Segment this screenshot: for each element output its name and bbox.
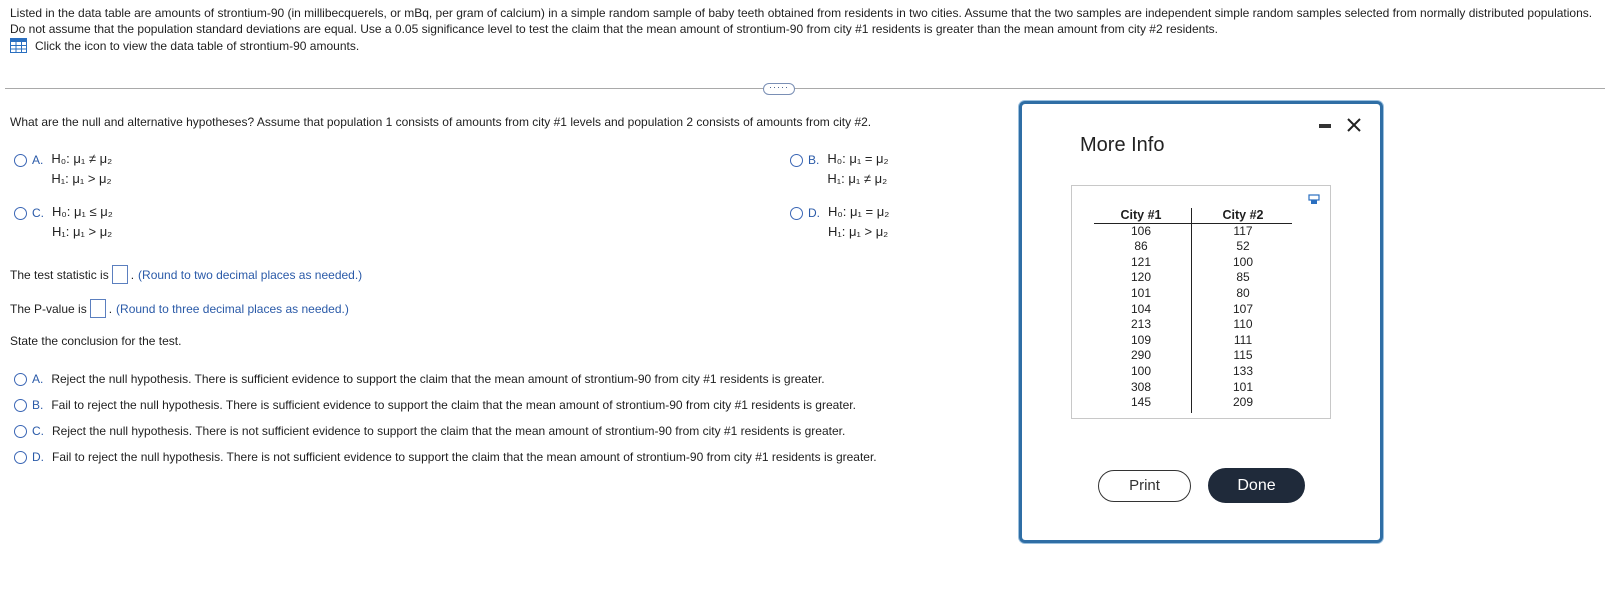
option-letter: A. [32,153,44,167]
test-statistic-row [10,265,362,284]
table-cell: 308 [1130,379,1152,394]
p-value-suffix: . [108,301,113,316]
test-statistic-suffix: . [130,267,135,282]
table-cell: 80 [1236,285,1250,300]
conclusion-option-c[interactable] [14,424,845,438]
p-value-hint: (Round to three decimal places as needed.) [116,301,349,316]
table-cell: 117 [1233,223,1253,238]
alt-hypothesis: H₁: μ₁ > μ₂ [51,171,112,186]
table-cell: 101 [1130,285,1152,300]
done-button[interactable]: Done [1208,468,1305,503]
option-text: Fail to reject the null hypothesis. There is not sufficient evidence to support the claim that the mean amount of strontium-90 from city #1 residents is greater. [52,450,877,464]
strontium-data-table [1071,185,1331,419]
table-cell: 145 [1130,395,1152,410]
radio-button[interactable] [14,373,27,386]
option-letter: B. [32,398,44,412]
hypothesis-pair [52,202,113,242]
data-table-link-label[interactable]: Click the icon to view the data table of strontium-90 amounts. [35,38,360,53]
radio-button[interactable] [14,425,27,438]
test-statistic-prefix: The test statistic is [10,267,109,282]
table-cell: 104 [1130,301,1152,316]
table-cell: 213 [1130,317,1152,332]
null-hypothesis: H₀: μ₁ ≠ μ₂ [51,151,113,166]
table-cell: 86 [1134,239,1148,254]
table-cell: 106 [1130,223,1152,238]
hypothesis-option-a[interactable] [14,153,112,189]
table-cell: 109 [1130,332,1152,347]
hypothesis-option-d[interactable] [790,206,889,242]
option-letter: C. [32,424,44,438]
table-cell: 121 [1130,254,1152,269]
table-cell: 115 [1233,348,1253,363]
p-value-input[interactable] [90,299,106,318]
conclusion-option-b[interactable] [14,398,856,412]
dialog-title: More Info [1080,134,1165,156]
hypothesis-option-b[interactable] [790,153,889,189]
option-text: Reject the null hypothesis. There is not sufficient evidence to support the claim that the mean amount of strontium-90 from city #1 residents is greater. [52,424,846,438]
table-cell: 209 [1232,395,1254,410]
table-cell: 100 [1130,363,1152,378]
city1-column [1096,208,1186,411]
radio-button[interactable] [14,154,27,167]
null-hypothesis: H₀: μ₁ = μ₂ [827,151,889,166]
copy-icon[interactable] [1308,194,1320,205]
null-hypothesis: H₀: μ₁ ≤ μ₂ [52,204,113,219]
table-cell: 100 [1232,254,1254,269]
hypothesis-pair [828,202,889,242]
city1-header: City #1 [1120,208,1162,222]
data-table-link[interactable] [10,38,359,53]
problem-statement [10,5,1600,37]
table-cell: 111 [1233,332,1253,347]
hypothesis-pair [51,149,112,189]
table-cell: 52 [1236,239,1250,254]
conclusion-prompt: State the conclusion for the test. [10,334,182,348]
alt-hypothesis: H₁: μ₁ > μ₂ [52,224,113,239]
option-letter: A. [32,372,44,386]
problem-text: Listed in the data table are amounts of strontium-90 (in millibecquerels, or mBq, per gram of calcium) in a simple random sample of baby teeth obtained from residents in two cities. Assume that the two samples are independent simple random samples selected from normally distributed populations. Do not assume that the population standard deviations are equal. Use a 0.05 significance level to test the claim that the mean amount of strontium-90 from city #1 residents is greater than the mean amount from city #2 residents. [10,6,1593,36]
alt-hypothesis: H₁: μ₁ > μ₂ [828,224,889,239]
expand-button[interactable]: ····· [763,83,795,95]
table-cell: 85 [1236,270,1250,285]
table-cell: 290 [1130,348,1152,363]
table-cell: 107 [1232,301,1254,316]
column-rule [1191,208,1192,413]
table-cell: 133 [1232,363,1254,378]
option-letter: D. [808,206,820,220]
close-icon[interactable] [1344,115,1364,135]
option-text: Reject the null hypothesis. There is sufficient evidence to support the claim that the mean amount of strontium-90 from city #1 residents is greater. [51,372,825,386]
radio-button[interactable] [790,154,803,167]
radio-button[interactable] [14,451,27,464]
radio-button[interactable] [14,207,27,220]
test-statistic-hint: (Round to two decimal places as needed.) [138,267,363,282]
hypothesis-option-c[interactable] [14,206,113,242]
section-divider [5,88,1605,89]
null-hypothesis: H₀: μ₁ = μ₂ [828,204,890,219]
option-text: Fail to reject the null hypothesis. There is sufficient evidence to support the claim that the mean amount of strontium-90 from city #1 residents is greater. [51,398,856,412]
table-cell: 110 [1233,317,1253,332]
option-letter: D. [32,450,44,464]
hypothesis-question: What are the null and alternative hypotheses? Assume that population 1 consists of amounts from city #1 levels and population 2 consists of amounts from city #2. [10,115,872,129]
table-cell: 101 [1232,379,1254,394]
alt-hypothesis: H₁: μ₁ ≠ μ₂ [827,171,888,186]
option-letter: B. [808,153,820,167]
city2-column [1198,208,1288,411]
radio-button[interactable] [790,207,803,220]
test-statistic-input[interactable] [112,265,128,284]
hypothesis-pair [827,149,888,189]
print-button[interactable]: Print [1098,470,1191,502]
p-value-row [10,299,349,318]
p-value-prefix: The P-value is [10,301,87,316]
option-letter: C. [32,206,44,220]
minimize-icon[interactable] [1319,124,1331,128]
table-icon[interactable] [10,38,27,53]
conclusion-option-a[interactable] [14,372,825,386]
table-cell: 120 [1130,270,1152,285]
radio-button[interactable] [14,399,27,412]
more-info-dialog [1019,101,1383,543]
conclusion-option-d[interactable] [14,450,877,464]
city2-header: City #2 [1222,208,1264,222]
